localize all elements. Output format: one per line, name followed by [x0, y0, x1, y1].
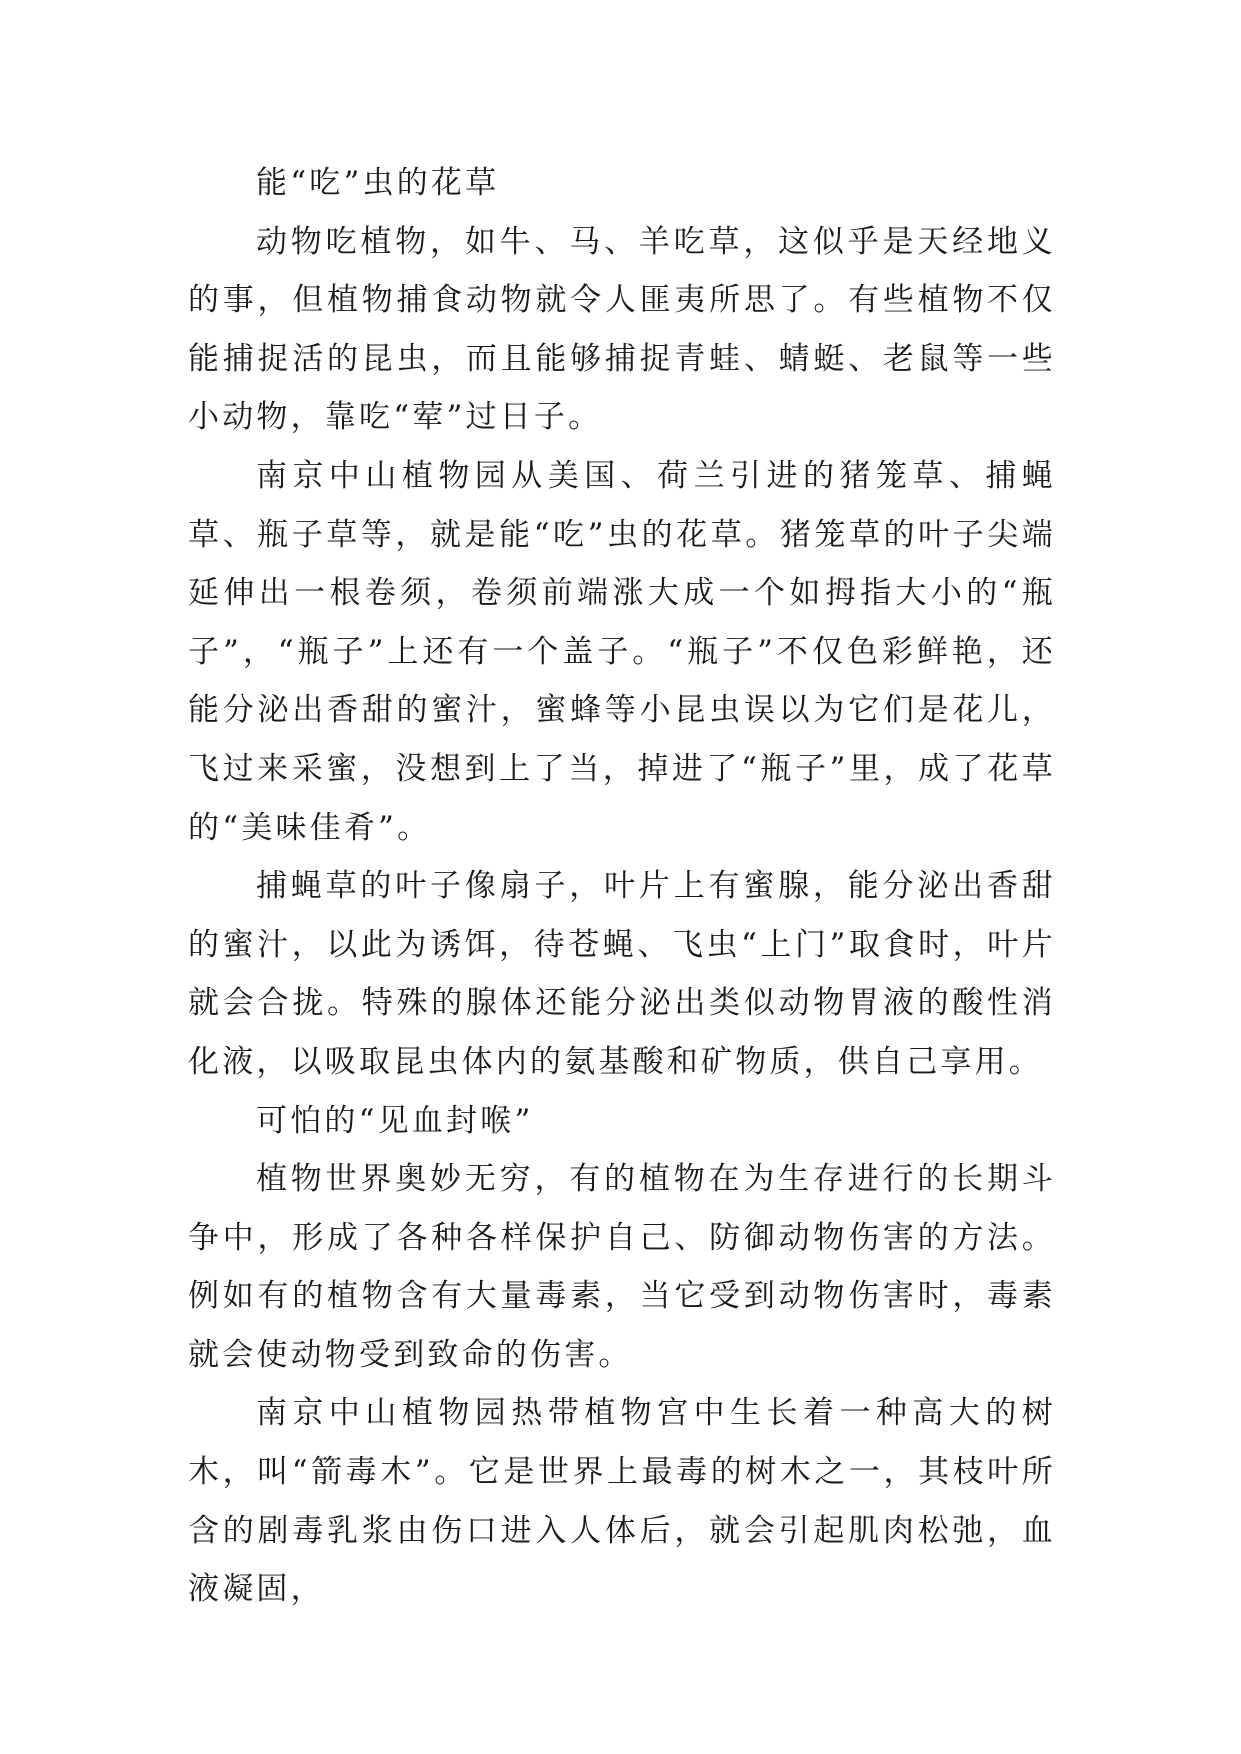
heading-insect-eating-plants: 能“吃”虫的花草 — [256, 165, 500, 201]
paragraph: 动物吃植物，如牛、马、羊吃草，这似乎是天经地义的事，但植物捕食动物就令人匪夷所思了。有些植物不仅能捕捉活的昆虫，而且能够捕捉青蛙、蜻蜓、老鼠等一些小动物，靠吃“荤”过日子。 — [188, 223, 1056, 436]
paragraph: 南京中山植物园热带植物宫中生长着一种高大的树木，叫“箭毒木”。它是世界上最毒的树木之一，其枝叶所含的剧毒乳浆由伤口进入人体后，就会引起肌肉松弛，血液凝固， — [188, 1395, 1056, 1608]
paragraph: 植物世界奥妙无穷，有的植物在为生存进行的长期斗争中，形成了各种各样保护自己、防御动物伤害的方法。例如有的植物含有大量毒素，当它受到动物伤害时，毒素就会使动物受到致命的伤害。 — [188, 1161, 1056, 1373]
heading-poison-tree: 可怕的“见血封喉” — [256, 1102, 534, 1139]
document-body — [188, 154, 1056, 1619]
paragraph: 捕蝇草的叶子像扇子，叶片上有蜜腺，能分泌出香甜的蜜汁，以此为诱饵，待苍蝇、飞虫“上门”取食时，叶片就会合拢。特殊的腺体还能分泌出类似动物胃液的酸性消化液，以吸取昆虫体内的氨基酸和矿物质，供自己享用。 — [188, 868, 1056, 1080]
paragraph: 南京中山植物园从美国、荷兰引进的猪笼草、捕蝇草、瓶子草等，就是能“吃”虫的花草。猪笼草的叶子尖端延伸出一根卷须，卷须前端涨大成一个如拇指大小的“瓶子”，“瓶子”上还有一个盖子。“瓶子”不仅色彩鲜艳，还能分泌出香甜的蜜汁，蜜蜂等小昆虫误以为它们是花儿，飞过来采蜜，没想到上了当，掉进了“瓶子”里，成了花草的“美味佳肴”。 — [188, 457, 1056, 846]
